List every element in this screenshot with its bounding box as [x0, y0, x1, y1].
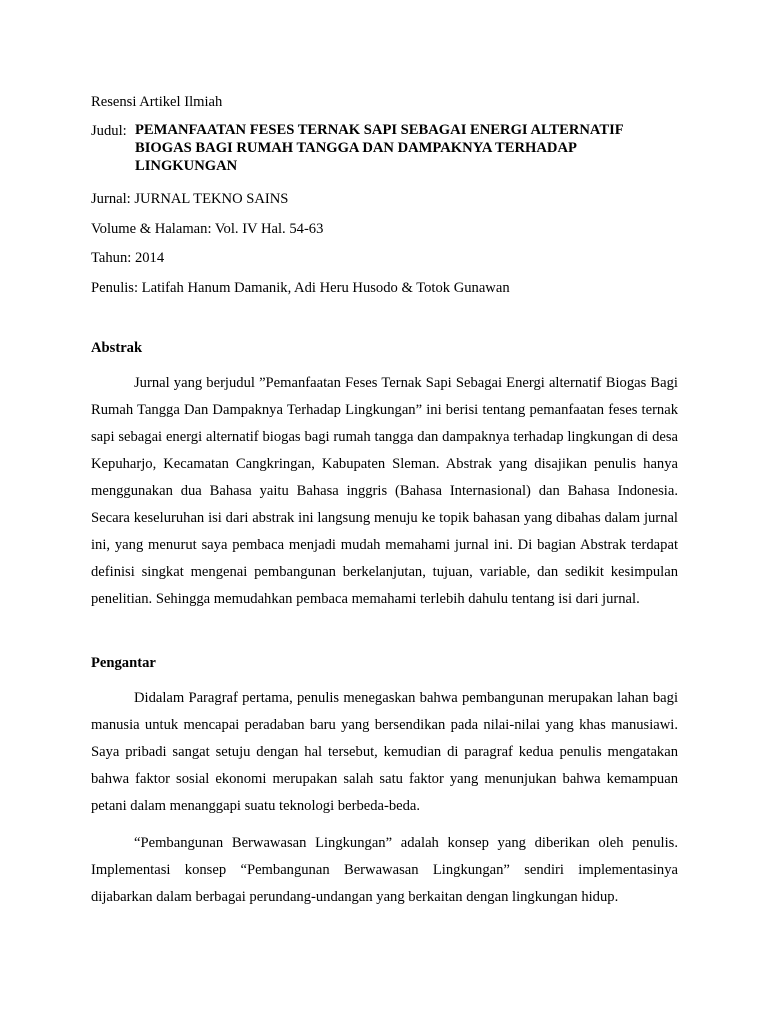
article-title — [135, 121, 678, 175]
article-title-line: LINGKUNGAN — [135, 158, 238, 174]
section-body-abstrak — [91, 370, 678, 613]
section-heading-abstrak: Abstrak — [91, 340, 143, 356]
section-body-pengantar-2 — [91, 830, 678, 911]
paragraph: Jurnal yang berjudul ”Pemanfaatan Feses Ternak Sapi Sebagai Energi alternatif Biogas Bagi Rumah Tangga Dan Dampaknya Terhadap Lingkungan” ini berisi tentang pemanfaatan feses ternak sapi sebagai energi alternatif biogas bagi rumah tangga dan dampaknya terhadap lingkungan di desa Kepuharjo, Kecamatan Cangkringan, Kabupaten Sleman. Abstrak yang disajikan penulis hanya menggunakan dua Bahasa yaitu Bahasa inggris (Bahasa Internasional) dan Bahasa Indonesia. Secara keseluruhan isi dari abstrak ini langsung menuju ke topik bahasan yang dibahas dalam jurnal ini, yang menurut saya pembaca menjadi mudah memahami jurnal ini. Di bagian Abstrak terdapat definisi singkat mengenai pembangunan berkelanjutan, tujuan, variable, dan sedikit kesimpulan penelitian. Sehingga memudahkan pembaca memahami terlebih dahulu tentang isi dari jurnal. — [91, 375, 678, 607]
title-label: Judul: — [91, 123, 127, 139]
article-title-line: PEMANFAATAN FESES TERNAK SAPI SEBAGAI ENERGI ALTERNATIF — [135, 122, 624, 138]
publication-year: Tahun: 2014 — [91, 250, 165, 266]
paragraph: “Pembangunan Berwawasan Lingkungan” adalah konsep yang diberikan oleh penulis. Implementasi konsep “Pembangunan Berwawasan Lingkungan” sendiri implementasinya dijabarkan dalam berbagai perundang-undangan yang berkaitan dengan lingkungan hidup. — [91, 835, 678, 905]
section-heading-pengantar: Pengantar — [91, 655, 156, 671]
authors: Penulis: Latifah Hanum Damanik, Adi Heru Husodo & Totok Gunawan — [91, 280, 510, 296]
volume-pages: Volume & Halaman: Vol. IV Hal. 54-63 — [91, 221, 324, 237]
article-title-line: BIOGAS BAGI RUMAH TANGGA DAN DAMPAKNYA TERHADAP — [135, 140, 577, 156]
journal-name: Jurnal: JURNAL TEKNO SAINS — [91, 191, 289, 207]
section-body-pengantar — [91, 685, 678, 820]
paragraph: Didalam Paragraf pertama, penulis menegaskan bahwa pembangunan merupakan lahan bagi manusia untuk mencapai peradaban baru yang bersendikan pada nilai-nilai yang khas manusiawi. Saya pribadi sangat setuju dengan hal tersebut, kemudian di paragraf kedua penulis mengatakan bahwa faktor sosial ekonomi merupakan salah satu faktor yang menunjukan bahwa kemampuan petani dalam menanggapi suatu teknologi berbeda-beda. — [91, 690, 678, 814]
document-type: Resensi Artikel Ilmiah — [91, 94, 223, 110]
